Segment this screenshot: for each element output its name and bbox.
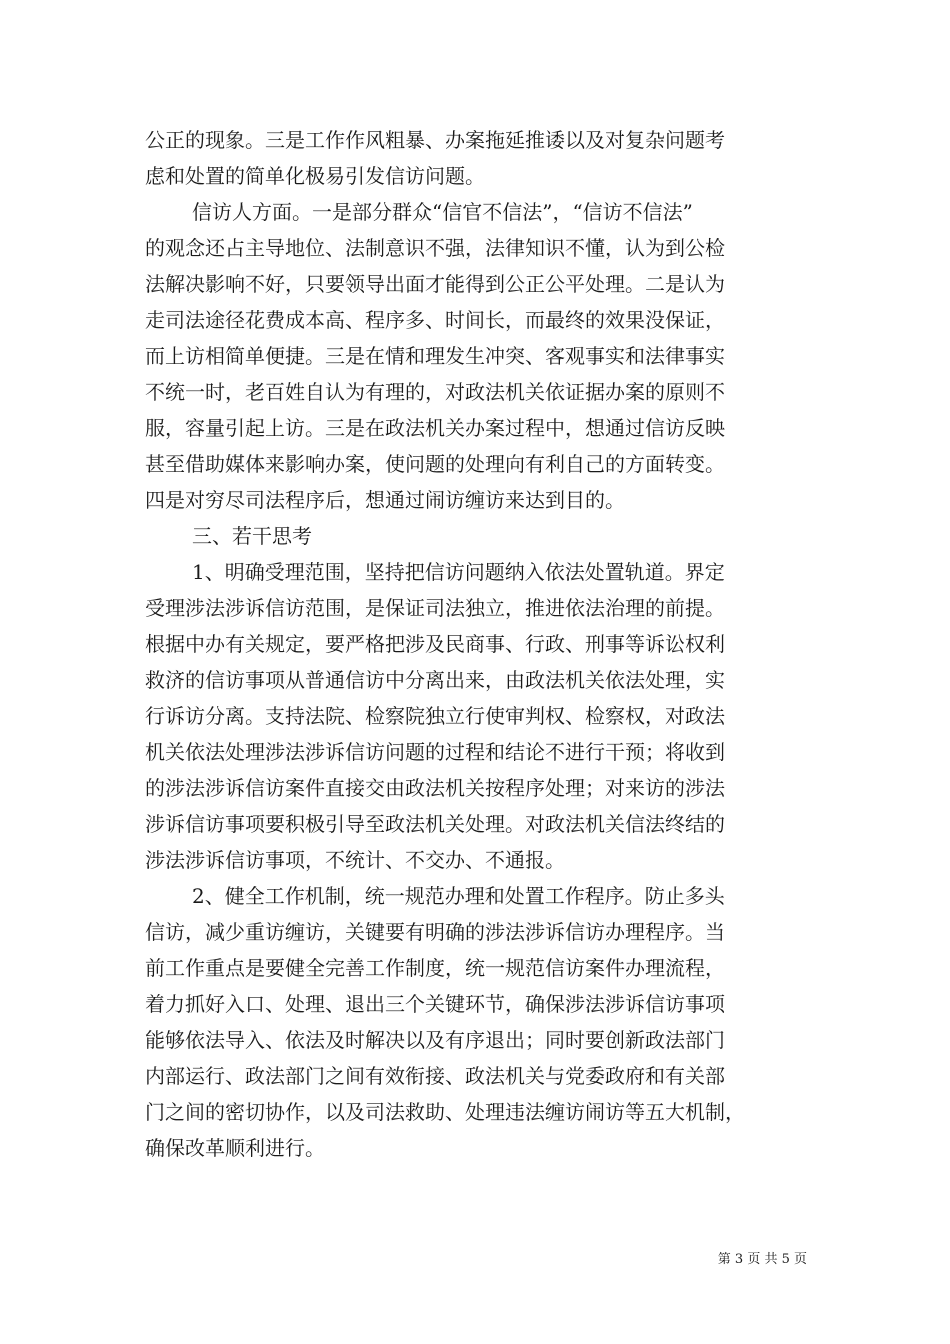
text-line: 前工作重点是要健全完善工作制度，统一规范信访案件办理流程， (145, 956, 725, 980)
text-line: 涉诉信访事项要积极引导至政法机关处理。对政法机关信法终结的 (145, 812, 725, 836)
text-line: 不统一时，老百姓自认为有理的，对政法机关依证据办案的原则不 (145, 380, 725, 404)
text-line: 而上访相简单便捷。三是在情和理发生冲突、客观事实和法律事实 (145, 344, 725, 368)
text-line: 法解决影响不好，只要领导出面才能得到公正公平处理。二是认为 (145, 272, 725, 296)
text-line: 确保改革顺利进行。 (145, 1136, 325, 1160)
text-line: 救济的信访事项从普通信访中分离出来，由政法机关依法处理，实 (145, 668, 725, 692)
text-line: 走司法途径花费成本高、程序多、时间长，而最终的效果没保证， (145, 308, 725, 332)
text-line: 行诉访分离。支持法院、检察院独立行使审判权、检察权，对政法 (145, 704, 725, 728)
text-line: 机关依法处理涉法涉诉信访问题的过程和结论不进行干预；将收到 (145, 740, 725, 764)
text-line: 服，容量引起上访。三是在政法机关办案过程中，想通过信访反映 (145, 416, 725, 440)
page-number: 第 3 页 共 5 页 (717, 1252, 807, 1267)
text-line: 根据中办有关规定，要严格把涉及民商事、行政、刑事等诉讼权利 (145, 632, 725, 656)
text-line: 虑和处置的简单化极易引发信访问题。 (145, 164, 485, 188)
text-line: 信访，减少重访缠访，关键要有明确的涉法涉诉信访办理程序。当 (145, 920, 725, 944)
text-line: 1、明确受理范围，坚持把信访问题纳入依法处置轨道。界定 (192, 560, 725, 584)
text-line: 公正的现象。三是工作作风粗暴、办案拖延推诿以及对复杂问题考 (145, 128, 725, 152)
text-line: 能够依法导入、依法及时解决以及有序退出；同时要创新政法部门 (145, 1028, 725, 1052)
text-line: 四是对穷尽司法程序后，想通过闹访缠访来达到目的。 (145, 488, 625, 512)
text-line: 受理涉法涉诉信访范围，是保证司法独立，推进依法治理的前提。 (145, 596, 725, 620)
text-line: 2、健全工作机制，统一规范办理和处置工作程序。防止多头 (192, 884, 725, 908)
text-line: 内部运行、政法部门之间有效衔接、政法机关与党委政府和有关部 (145, 1064, 725, 1088)
text-line: 的涉法涉诉信访案件直接交由政法机关按程序处理；对来访的涉法 (145, 776, 725, 800)
text-line: 着力抓好入口、处理、退出三个关键环节，确保涉法涉诉信访事项 (145, 992, 725, 1016)
text-line: 涉法涉诉信访事项，不统计、不交办、不通报。 (145, 848, 565, 872)
text-line: 的观念还占主导地位、法制意识不强，法律知识不懂，认为到公检 (145, 236, 725, 260)
text-line: 甚至借助媒体来影响办案，使问题的处理向有利自己的方面转变。 (145, 452, 725, 476)
section-heading: 三、若干思考 (192, 524, 312, 548)
text-line: 门之间的密切协作，以及司法救助、处理违法缠访闹访等五大机制， (145, 1100, 745, 1124)
text-line: 信访人方面。一是部分群众“信官不信法”，“信访不信法” (192, 200, 693, 224)
